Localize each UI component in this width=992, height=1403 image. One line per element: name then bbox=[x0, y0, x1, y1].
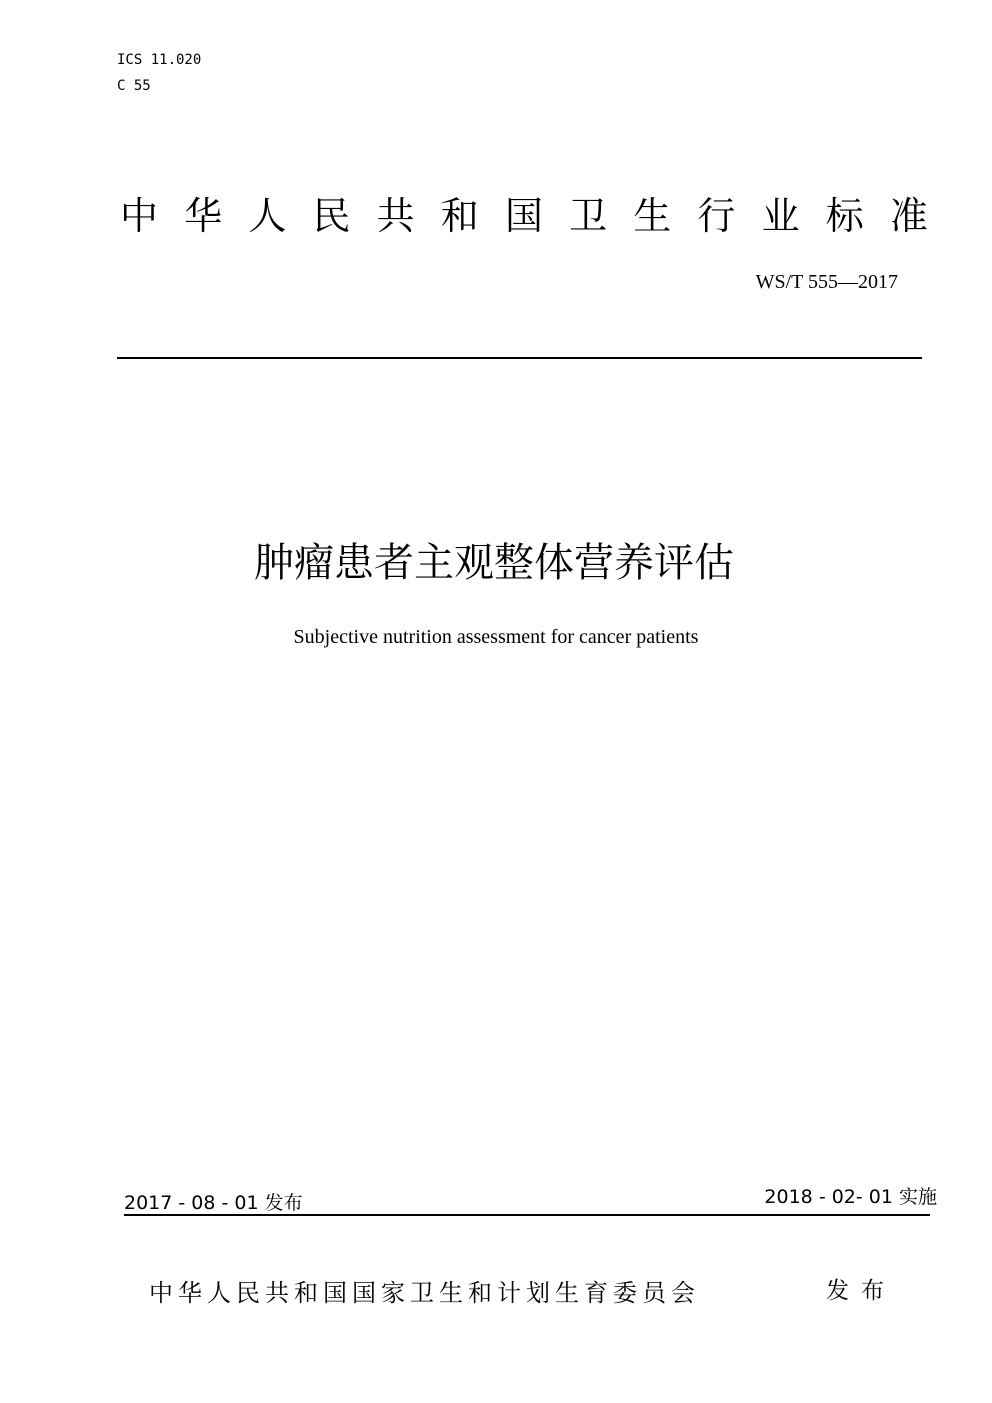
ics-code: ICS 11.020 bbox=[117, 52, 202, 68]
standard-category-char: 国 bbox=[504, 194, 543, 238]
standard-category-char: 华 bbox=[184, 194, 223, 238]
standard-number: WS/T 555—2017 bbox=[755, 271, 898, 293]
standard-category-char: 共 bbox=[376, 194, 415, 238]
date-divider bbox=[124, 1214, 930, 1216]
standard-category-char: 准 bbox=[889, 194, 928, 238]
standard-category-char: 人 bbox=[248, 194, 287, 238]
standard-category-char: 卫 bbox=[569, 194, 608, 238]
top-divider bbox=[117, 357, 922, 359]
standard-category-char: 民 bbox=[312, 194, 351, 238]
publish-label: 发布 bbox=[826, 1278, 896, 1304]
standard-category-char: 标 bbox=[825, 194, 864, 238]
publisher-name: 中华人民共和国国家卫生和计划生育委员会 bbox=[149, 1279, 700, 1307]
standard-category-char: 业 bbox=[761, 194, 800, 238]
standard-category-char: 生 bbox=[633, 194, 672, 238]
standard-category-char: 中 bbox=[120, 194, 159, 238]
document-title-zh bbox=[0, 537, 992, 589]
standard-category-char: 和 bbox=[440, 194, 479, 238]
document-title-en: Subjective nutrition assessment for cancer patients bbox=[293, 626, 699, 648]
standard-category-heading bbox=[120, 192, 928, 240]
implement-date: 2018 - 02- 01 实施 bbox=[764, 1186, 937, 1208]
document-title-zh-text: 肿瘤患者主观整体营养评估 bbox=[254, 540, 734, 586]
issue-date: 2017 - 08 - 01 发布 bbox=[124, 1192, 303, 1214]
ccs-code: C 55 bbox=[117, 78, 151, 94]
standard-category-char: 行 bbox=[697, 194, 736, 238]
